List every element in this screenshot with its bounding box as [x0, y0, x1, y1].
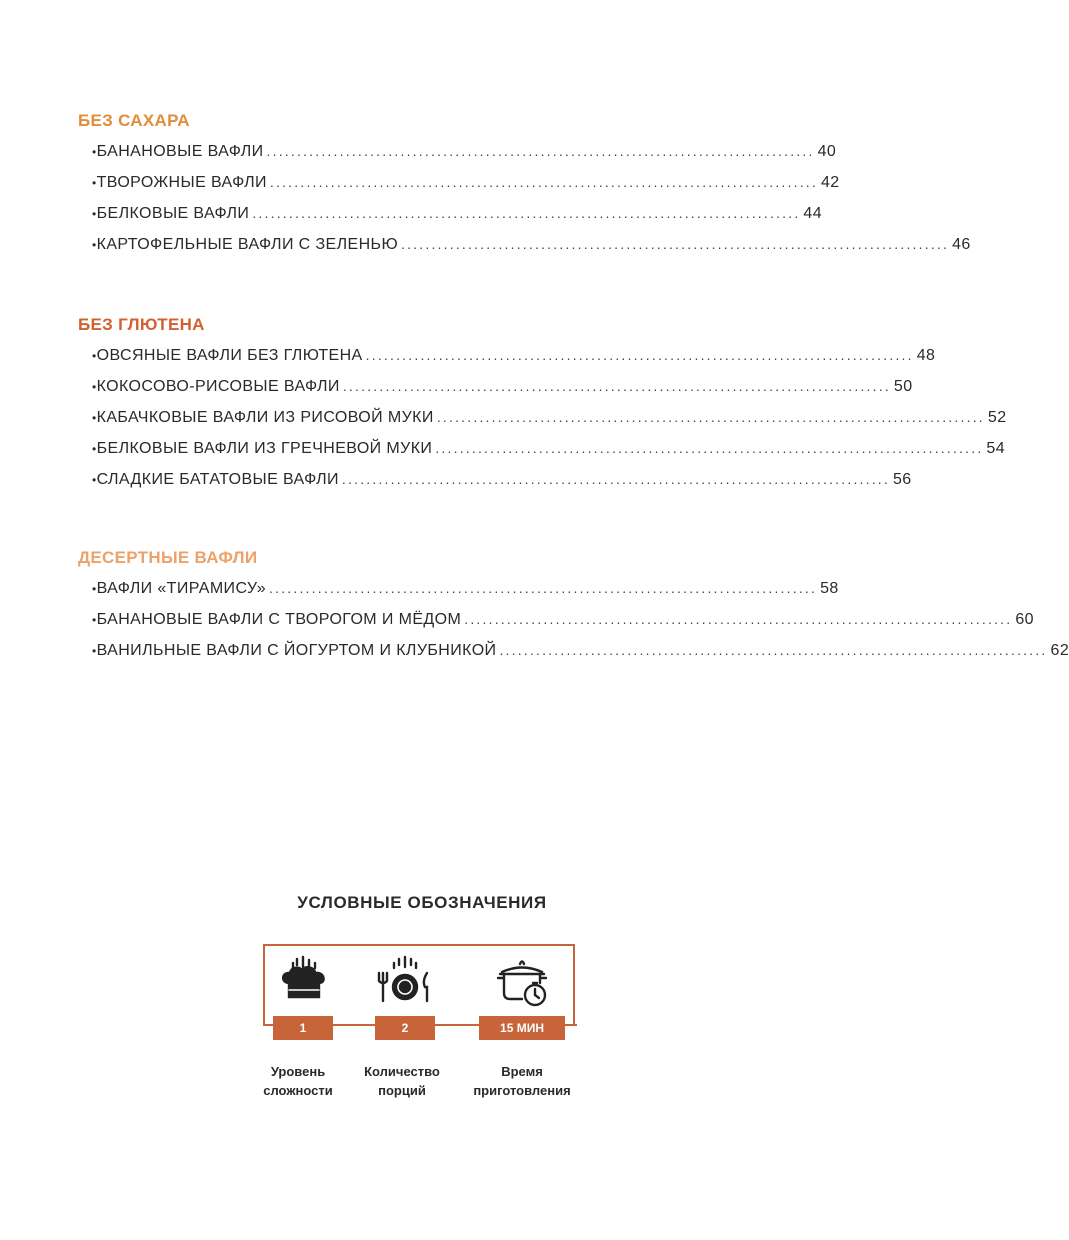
toc-item-label: БАНАНОВЫЕ ВАФЛИ — [96, 143, 264, 160]
leader-dots: .......................................................................................... — [266, 143, 815, 159]
toc-item-label: КАБАЧКОВЫЕ ВАФЛИ ИЗ РИСОВОЙ МУКИ — [96, 409, 434, 426]
toc-item-page: 54 — [986, 440, 1006, 457]
toc-item[interactable]: • КАБАЧКОВЫЕ ВАФЛИ ИЗ РИСОВОЙ МУКИ .......................................................................................... 52 — [92, 409, 1007, 426]
toc-item-page: 50 — [893, 378, 913, 395]
difficulty-caption: Уровень сложности — [263, 1064, 333, 1098]
servings-tag: 2 — [375, 1016, 435, 1040]
toc-item[interactable]: • ОВСЯНЫЕ ВАФЛИ БЕЗ ГЛЮТЕНА .......................................................................................... 48 — [92, 347, 936, 364]
toc-item-label: ВАНИЛЬНЫЕ ВАФЛИ С ЙОГУРТОМ И КЛУБНИКОЙ — [96, 642, 497, 659]
legend-title: УСЛОВНЫЕ ОБОЗНАЧЕНИЯ — [297, 893, 547, 912]
difficulty-tag: 1 — [273, 1016, 333, 1040]
toc-item-page: 60 — [1015, 611, 1034, 628]
toc-item-label: КАРТОФЕЛЬНЫЕ ВАФЛИ С ЗЕЛЕНЬЮ — [96, 236, 399, 253]
toc-item[interactable]: • БЕЛКОВЫЕ ВАФЛИ ИЗ ГРЕЧНЕВОЙ МУКИ .......................................................................................... 54 — [92, 440, 1006, 457]
leader-dots: .......................................................................................... — [436, 409, 985, 425]
toc-item-label: СЛАДКИЕ БАТАТОВЫЕ ВАФЛИ — [96, 471, 339, 488]
toc-item-page: 46 — [952, 236, 971, 253]
toc-section-sugar-free — [78, 111, 971, 267]
toc-item[interactable]: • ТВОРОЖНЫЕ ВАФЛИ .......................................................................................... 42 — [92, 174, 840, 191]
toc-item-page: 58 — [820, 580, 839, 597]
toc-section-dessert — [78, 548, 1069, 673]
time-caption: Время приготовления — [473, 1064, 571, 1098]
pot-timer-icon — [492, 955, 552, 1011]
toc-item[interactable]: • БЕЛКОВЫЕ ВАФЛИ .......................................................................................... 44 — [92, 205, 823, 222]
chef-hat-icon — [275, 955, 335, 1011]
leader-dots: .......................................................................................... — [435, 440, 984, 456]
toc-item[interactable]: • ВАФЛИ «ТИРАМИСУ» .......................................................................................... 58 — [92, 580, 839, 597]
leader-dots: .......................................................................................... — [401, 236, 950, 252]
toc-item-label: БЕЛКОВЫЕ ВАФЛИ — [96, 205, 250, 222]
toc-item-page: 48 — [916, 347, 936, 364]
toc-item-page: 40 — [817, 143, 837, 160]
toc-item-label: БЕЛКОВЫЕ ВАФЛИ ИЗ ГРЕЧНЕВОЙ МУКИ — [96, 440, 433, 457]
plate-cutlery-icon — [375, 955, 435, 1011]
toc-item-label: ТВОРОЖНЫЕ ВАФЛИ — [96, 174, 267, 191]
leader-dots: .......................................................................................... — [252, 205, 801, 221]
leader-dots: .......................................................................................... — [464, 611, 1013, 627]
time-tag: 15 МИН — [479, 1016, 565, 1040]
leader-dots: .......................................................................................... — [269, 580, 818, 596]
toc-item-label: ОВСЯНЫЕ ВАФЛИ БЕЗ ГЛЮТЕНА — [96, 347, 363, 364]
toc-item-page: 52 — [987, 409, 1007, 426]
toc-item-page: 42 — [820, 174, 840, 191]
servings-caption: Количество порций — [364, 1064, 440, 1098]
leader-dots: .......................................................................................... — [499, 642, 1048, 658]
toc-item-page: 62 — [1050, 642, 1069, 659]
section-title: ДЕСЕРТНЫЕ ВАФЛИ — [78, 548, 258, 567]
leader-dots: .......................................................................................... — [365, 347, 914, 363]
leader-dots: .......................................................................................... — [269, 174, 818, 190]
toc-section-gluten-free — [78, 315, 1007, 502]
leader-dots: .......................................................................................... — [341, 471, 890, 487]
toc-item-page: 44 — [803, 205, 823, 222]
section-title: БЕЗ САХАРА — [78, 111, 190, 130]
toc-item[interactable]: • БАНАНОВЫЕ ВАФЛИ .......................................................................................... 40 — [92, 143, 837, 160]
toc-item-label: БАНАНОВЫЕ ВАФЛИ С ТВОРОГОМ И МЁДОМ — [96, 611, 462, 628]
leader-dots: .......................................................................................... — [342, 378, 891, 394]
toc-item-label: ВАФЛИ «ТИРАМИСУ» — [96, 580, 267, 597]
section-title: БЕЗ ГЛЮТЕНА — [78, 315, 205, 334]
toc-item[interactable]: • СЛАДКИЕ БАТАТОВЫЕ ВАФЛИ .......................................................................................... 56 — [92, 471, 912, 488]
toc-item[interactable]: • БАНАНОВЫЕ ВАФЛИ С ТВОРОГОМ И МЁДОМ .......................................................................................... 60 — [92, 611, 1034, 628]
toc-item-page: 56 — [893, 471, 912, 488]
toc-item[interactable]: • ВАНИЛЬНЫЕ ВАФЛИ С ЙОГУРТОМ И КЛУБНИКОЙ .......................................................................................... 62 — [92, 642, 1069, 659]
toc-item-label: КОКОСОВО-РИСОВЫЕ ВАФЛИ — [96, 378, 340, 395]
toc-item[interactable]: • КАРТОФЕЛЬНЫЕ ВАФЛИ С ЗЕЛЕНЬЮ .......................................................................................... 46 — [92, 236, 971, 253]
toc-item[interactable]: • КОКОСОВО-РИСОВЫЕ ВАФЛИ .......................................................................................... 50 — [92, 378, 913, 395]
